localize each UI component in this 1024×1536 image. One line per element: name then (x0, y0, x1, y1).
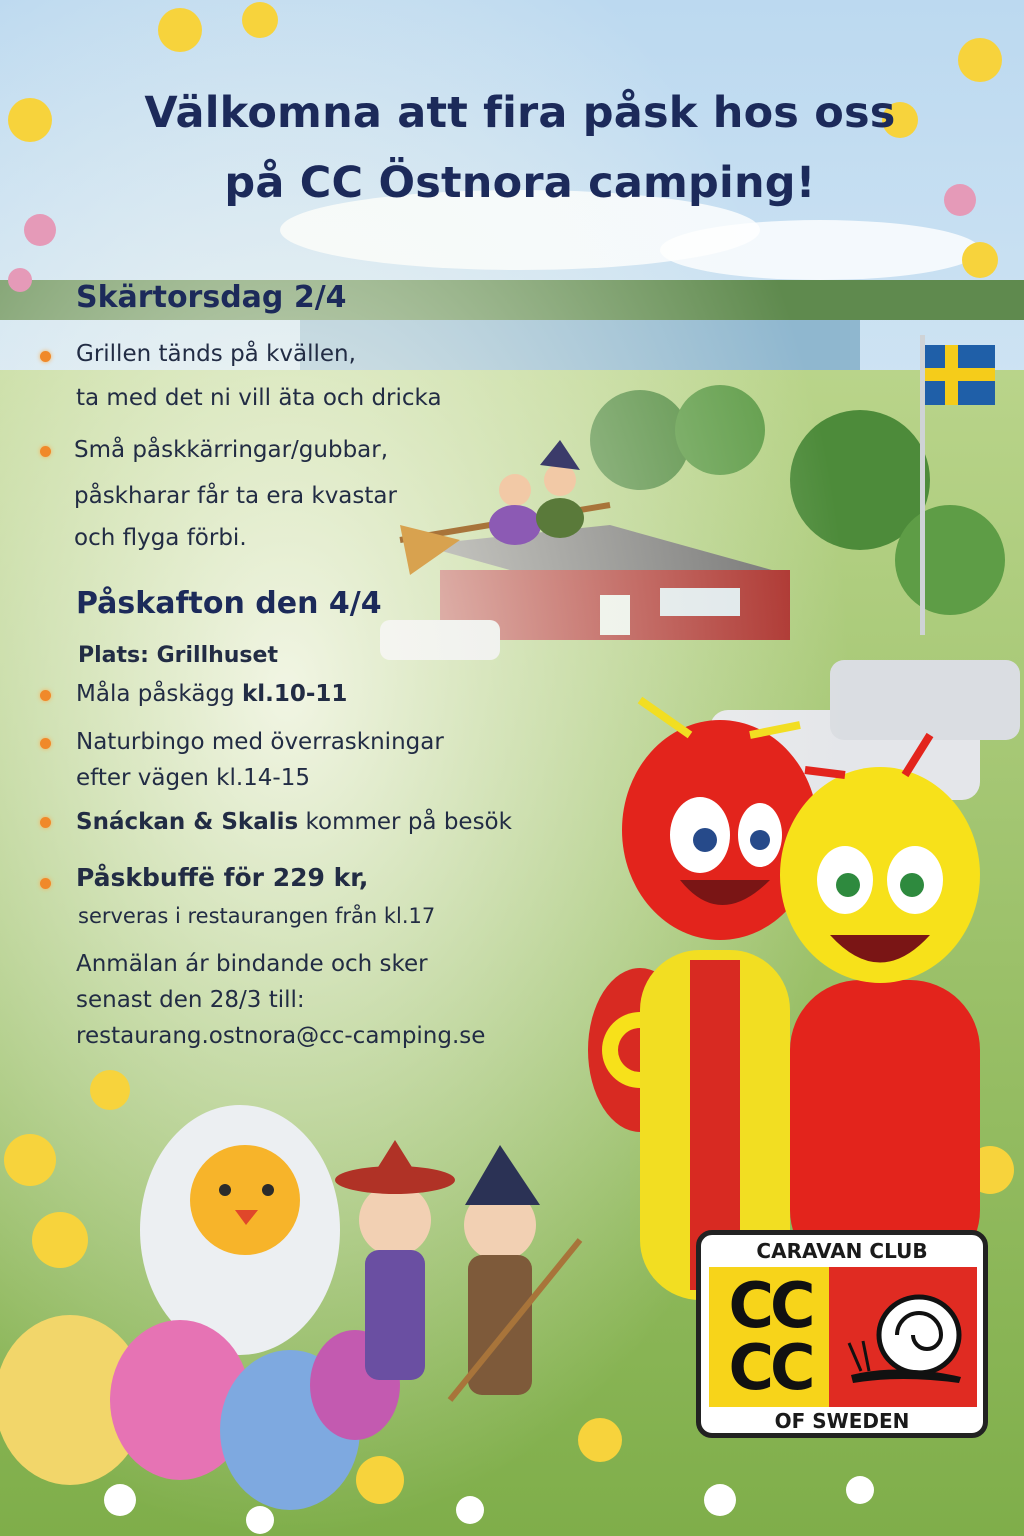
bullet-icon (40, 878, 51, 889)
mascot-visit-text: kommer på besök (298, 809, 512, 835)
logo-top-text: CARAVAN CLUB (756, 1239, 928, 1263)
thursday-item-2-line-2: påskharar får ta era kvastar (74, 483, 397, 509)
signup-email: restaurang.ostnora@cc-camping.se (76, 1023, 486, 1049)
mascot-visit-item (76, 804, 512, 840)
bullet-icon (40, 817, 51, 828)
thursday-item-1-line-1: Grillen tänds på kvällen, (76, 341, 356, 367)
thursday-item-2-line-1: Små påskkärringar/gubbar, (74, 437, 389, 463)
snail-icon (841, 1283, 971, 1393)
place-label: Plats: Grillhuset (78, 643, 278, 668)
thursday-item-2-line-3: och flyga förbi. (74, 525, 247, 551)
paint-eggs-time: kl.10-11 (241, 681, 348, 707)
paint-eggs-item (76, 676, 347, 712)
thursday-heading: Skärtorsdag 2/4 (76, 280, 347, 315)
bullet-icon (40, 446, 51, 457)
bullet-icon (40, 738, 51, 749)
buffet-line-1: Påskbuffë för 229 kr, (76, 863, 369, 892)
caravan-club-logo (696, 1230, 988, 1438)
bingo-line-1: Naturbingo med överraskningar (76, 729, 444, 755)
title-line-2: på CC Östnora camping! (224, 158, 816, 208)
signup-line-1: Anmälan ár bindande och sker (76, 951, 428, 977)
bingo-line-2: efter vägen kl.14-15 (76, 765, 310, 791)
paint-eggs-text: Måla påskägg (76, 681, 242, 707)
buffet-line-2: serveras i restaurangen från kl.17 (78, 904, 436, 928)
logo-letters (715, 1269, 825, 1404)
bullet-icon (40, 690, 51, 701)
logo-bottom-text: OF SWEDEN (774, 1409, 910, 1433)
logo-letters-top: CC (728, 1269, 812, 1342)
thursday-item-1-line-2: ta med det ni vill äta och dricka (76, 385, 442, 411)
mascot-names: Snáckan & Skalis (76, 809, 299, 835)
signup-line-2: senast den 28/3 till: (76, 987, 305, 1013)
logo-letters-bottom: CC (728, 1331, 812, 1404)
title-line-1: Välkomna att fira påsk hos oss (144, 88, 896, 138)
saturday-heading: Påskafton den 4/4 (76, 586, 382, 621)
bullet-icon (40, 351, 51, 362)
page-title (60, 78, 980, 218)
